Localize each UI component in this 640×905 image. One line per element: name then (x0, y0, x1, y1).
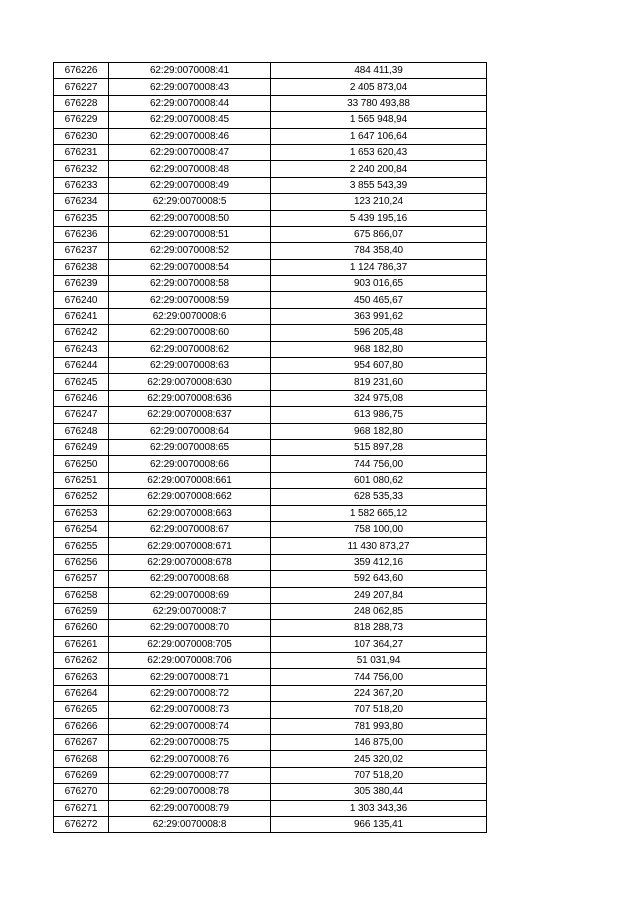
table-row (54, 702, 487, 718)
cadastral-value-cell: 1 303 343,36 (271, 800, 487, 816)
table-row (54, 423, 487, 439)
cadastral-value-cell: 781 993,80 (271, 718, 487, 734)
table-row (54, 79, 487, 95)
cadastral-number-cell: 62:29:0070008:7 (109, 603, 271, 619)
table-row (54, 571, 487, 587)
cadastral-value-cell: 359 412,16 (271, 554, 487, 570)
cadastral-number-cell: 62:29:0070008:44 (109, 95, 271, 111)
row-number-cell: 676247 (54, 407, 109, 423)
cadastral-number-cell: 62:29:0070008:76 (109, 751, 271, 767)
cadastral-number-cell: 62:29:0070008:69 (109, 587, 271, 603)
table-row (54, 325, 487, 341)
cadastral-number-cell: 62:29:0070008:43 (109, 79, 271, 95)
row-number-cell: 676232 (54, 161, 109, 177)
row-number-cell: 676248 (54, 423, 109, 439)
cadastral-number-cell: 62:29:0070008:58 (109, 276, 271, 292)
row-number-cell: 676263 (54, 669, 109, 685)
row-number-cell: 676271 (54, 800, 109, 816)
row-number-cell: 676256 (54, 554, 109, 570)
row-number-cell: 676233 (54, 177, 109, 193)
cadastral-number-cell: 62:29:0070008:70 (109, 620, 271, 636)
row-number-cell: 676252 (54, 489, 109, 505)
row-number-cell: 676259 (54, 603, 109, 619)
cadastral-number-cell: 62:29:0070008:636 (109, 390, 271, 406)
cadastral-number-cell: 62:29:0070008:51 (109, 226, 271, 242)
cadastral-value-cell: 592 643,60 (271, 571, 487, 587)
cadastral-value-cell: 758 100,00 (271, 521, 487, 537)
cadastral-number-cell: 62:29:0070008:662 (109, 489, 271, 505)
table-row (54, 587, 487, 603)
table-row (54, 374, 487, 390)
cadastral-number-cell: 62:29:0070008:706 (109, 653, 271, 669)
row-number-cell: 676270 (54, 784, 109, 800)
cadastral-number-cell: 62:29:0070008:74 (109, 718, 271, 734)
row-number-cell: 676230 (54, 128, 109, 144)
row-number-cell: 676250 (54, 456, 109, 472)
table-row (54, 407, 487, 423)
row-number-cell: 676262 (54, 653, 109, 669)
row-number-cell: 676267 (54, 735, 109, 751)
row-number-cell: 676255 (54, 538, 109, 554)
table-row (54, 472, 487, 488)
table-row (54, 718, 487, 734)
table-row (54, 636, 487, 652)
cadastral-value-cell: 1 647 106,64 (271, 128, 487, 144)
cadastral-number-cell: 62:29:0070008:8 (109, 816, 271, 832)
cadastral-value-cell: 784 358,40 (271, 243, 487, 259)
row-number-cell: 676257 (54, 571, 109, 587)
table-row (54, 800, 487, 816)
cadastral-number-cell: 62:29:0070008:59 (109, 292, 271, 308)
table-row (54, 456, 487, 472)
row-number-cell: 676231 (54, 144, 109, 160)
table-row (54, 128, 487, 144)
cadastral-number-cell: 62:29:0070008:630 (109, 374, 271, 390)
table-row (54, 735, 487, 751)
table-row (54, 112, 487, 128)
table-row (54, 685, 487, 701)
table-row (54, 784, 487, 800)
table-row (54, 226, 487, 242)
table-row (54, 521, 487, 537)
row-number-cell: 676236 (54, 226, 109, 242)
cadastral-value-cell: 628 535,33 (271, 489, 487, 505)
row-number-cell: 676228 (54, 95, 109, 111)
cadastral-value-cell: 224 367,20 (271, 685, 487, 701)
cadastral-value-cell: 1 653 620,43 (271, 144, 487, 160)
cadastral-value-cell: 744 756,00 (271, 669, 487, 685)
row-number-cell: 676237 (54, 243, 109, 259)
cadastral-number-cell: 62:29:0070008:671 (109, 538, 271, 554)
cadastral-number-cell: 62:29:0070008:52 (109, 243, 271, 259)
cadastral-number-cell: 62:29:0070008:54 (109, 259, 271, 275)
cadastral-value-cell: 613 986,75 (271, 407, 487, 423)
row-number-cell: 676239 (54, 276, 109, 292)
cadastral-number-cell: 62:29:0070008:49 (109, 177, 271, 193)
table-row (54, 194, 487, 210)
cadastral-number-cell: 62:29:0070008:64 (109, 423, 271, 439)
cadastral-value-cell: 966 135,41 (271, 816, 487, 832)
row-number-cell: 676269 (54, 767, 109, 783)
table-row (54, 95, 487, 111)
table-body (54, 63, 487, 833)
table-row (54, 358, 487, 374)
row-number-cell: 676226 (54, 63, 109, 79)
cadastral-value-cell: 596 205,48 (271, 325, 487, 341)
row-number-cell: 676238 (54, 259, 109, 275)
cadastral-number-cell: 62:29:0070008:637 (109, 407, 271, 423)
table-row (54, 63, 487, 79)
row-number-cell: 676235 (54, 210, 109, 226)
cadastral-value-cell: 903 016,65 (271, 276, 487, 292)
cadastral-value-cell: 11 430 873,27 (271, 538, 487, 554)
row-number-cell: 676251 (54, 472, 109, 488)
cadastral-value-cell: 51 031,94 (271, 653, 487, 669)
table-row (54, 177, 487, 193)
cadastral-number-cell: 62:29:0070008:79 (109, 800, 271, 816)
cadastral-number-cell: 62:29:0070008:78 (109, 784, 271, 800)
cadastral-value-cell: 249 207,84 (271, 587, 487, 603)
cadastral-number-cell: 62:29:0070008:73 (109, 702, 271, 718)
row-number-cell: 676249 (54, 439, 109, 455)
cadastral-value-cell: 2 405 873,04 (271, 79, 487, 95)
row-number-cell: 676240 (54, 292, 109, 308)
row-number-cell: 676244 (54, 358, 109, 374)
cadastral-number-cell: 62:29:0070008:6 (109, 308, 271, 324)
row-number-cell: 676234 (54, 194, 109, 210)
row-number-cell: 676260 (54, 620, 109, 636)
cadastral-number-cell: 62:29:0070008:663 (109, 505, 271, 521)
cadastral-value-cell: 484 411,39 (271, 63, 487, 79)
row-number-cell: 676265 (54, 702, 109, 718)
cadastral-number-cell: 62:29:0070008:60 (109, 325, 271, 341)
row-number-cell: 676264 (54, 685, 109, 701)
cadastral-value-cell: 33 780 493,88 (271, 95, 487, 111)
table-row (54, 816, 487, 832)
table-row (54, 390, 487, 406)
table-row (54, 505, 487, 521)
cadastral-value-cell: 245 320,02 (271, 751, 487, 767)
cadastral-value-cell: 601 080,62 (271, 472, 487, 488)
table-row (54, 292, 487, 308)
table-row (54, 243, 487, 259)
table-row (54, 603, 487, 619)
cadastral-value-cell: 1 565 948,94 (271, 112, 487, 128)
cadastral-value-cell: 107 364,27 (271, 636, 487, 652)
cadastral-value-cell: 123 210,24 (271, 194, 487, 210)
cadastral-number-cell: 62:29:0070008:5 (109, 194, 271, 210)
table-row (54, 767, 487, 783)
row-number-cell: 676242 (54, 325, 109, 341)
table-row (54, 554, 487, 570)
row-number-cell: 676241 (54, 308, 109, 324)
cadastral-value-cell: 305 380,44 (271, 784, 487, 800)
cadastral-value-cell: 707 518,20 (271, 702, 487, 718)
cadastral-value-cell: 146 875,00 (271, 735, 487, 751)
cadastral-value-cell: 968 182,80 (271, 341, 487, 357)
table-row (54, 653, 487, 669)
cadastral-number-cell: 62:29:0070008:66 (109, 456, 271, 472)
table-row (54, 751, 487, 767)
table-row (54, 259, 487, 275)
cadastral-number-cell: 62:29:0070008:41 (109, 63, 271, 79)
cadastral-number-cell: 62:29:0070008:68 (109, 571, 271, 587)
cadastral-number-cell: 62:29:0070008:705 (109, 636, 271, 652)
cadastral-value-cell: 707 518,20 (271, 767, 487, 783)
cadastral-value-cell: 363 991,62 (271, 308, 487, 324)
table-row (54, 489, 487, 505)
cadastral-number-cell: 62:29:0070008:65 (109, 439, 271, 455)
row-number-cell: 676266 (54, 718, 109, 734)
row-number-cell: 676258 (54, 587, 109, 603)
row-number-cell: 676227 (54, 79, 109, 95)
cadastral-number-cell: 62:29:0070008:46 (109, 128, 271, 144)
row-number-cell: 676246 (54, 390, 109, 406)
table-row (54, 308, 487, 324)
table-row (54, 161, 487, 177)
cadastral-value-cell: 675 866,07 (271, 226, 487, 242)
table-row (54, 669, 487, 685)
table-row (54, 341, 487, 357)
row-number-cell: 676245 (54, 374, 109, 390)
cadastral-number-cell: 62:29:0070008:71 (109, 669, 271, 685)
cadastral-value-cell: 968 182,80 (271, 423, 487, 439)
cadastral-value-cell: 324 975,08 (271, 390, 487, 406)
cadastral-value-cell: 1 582 665,12 (271, 505, 487, 521)
row-number-cell: 676261 (54, 636, 109, 652)
cadastral-value-cell: 248 062,85 (271, 603, 487, 619)
cadastral-number-cell: 62:29:0070008:50 (109, 210, 271, 226)
cadastral-number-cell: 62:29:0070008:62 (109, 341, 271, 357)
cadastral-value-cell: 954 607,80 (271, 358, 487, 374)
table-row (54, 210, 487, 226)
cadastral-value-table (53, 62, 487, 833)
cadastral-value-cell: 3 855 543,39 (271, 177, 487, 193)
row-number-cell: 676254 (54, 521, 109, 537)
cadastral-number-cell: 62:29:0070008:47 (109, 144, 271, 160)
table-row (54, 538, 487, 554)
row-number-cell: 676268 (54, 751, 109, 767)
cadastral-value-cell: 1 124 786,37 (271, 259, 487, 275)
cadastral-number-cell: 62:29:0070008:678 (109, 554, 271, 570)
cadastral-value-cell: 818 288,73 (271, 620, 487, 636)
row-number-cell: 676243 (54, 341, 109, 357)
table-row (54, 439, 487, 455)
row-number-cell: 676229 (54, 112, 109, 128)
table-row (54, 620, 487, 636)
cadastral-number-cell: 62:29:0070008:63 (109, 358, 271, 374)
cadastral-number-cell: 62:29:0070008:661 (109, 472, 271, 488)
cadastral-value-cell: 2 240 200,84 (271, 161, 487, 177)
cadastral-value-cell: 5 439 195,16 (271, 210, 487, 226)
cadastral-number-cell: 62:29:0070008:45 (109, 112, 271, 128)
cadastral-value-cell: 744 756,00 (271, 456, 487, 472)
cadastral-value-cell: 515 897,28 (271, 439, 487, 455)
row-number-cell: 676253 (54, 505, 109, 521)
cadastral-number-cell: 62:29:0070008:72 (109, 685, 271, 701)
cadastral-number-cell: 62:29:0070008:75 (109, 735, 271, 751)
table-row (54, 144, 487, 160)
cadastral-value-cell: 819 231,60 (271, 374, 487, 390)
cadastral-number-cell: 62:29:0070008:67 (109, 521, 271, 537)
cadastral-value-cell: 450 465,67 (271, 292, 487, 308)
cadastral-number-cell: 62:29:0070008:77 (109, 767, 271, 783)
cadastral-number-cell: 62:29:0070008:48 (109, 161, 271, 177)
table-row (54, 276, 487, 292)
row-number-cell: 676272 (54, 816, 109, 832)
